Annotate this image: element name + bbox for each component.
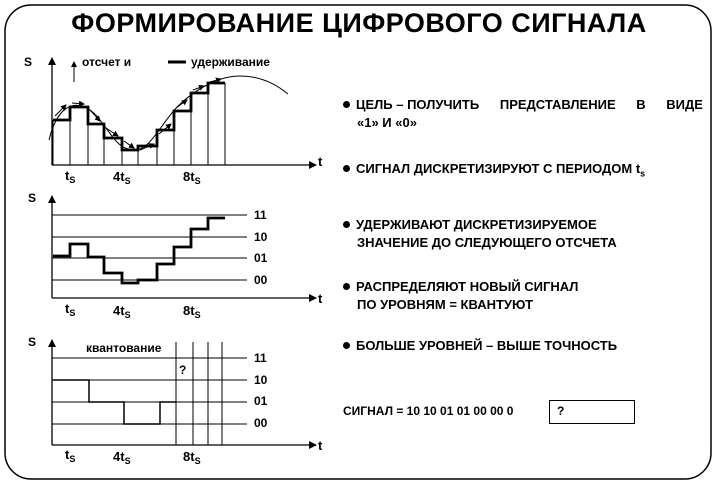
svg-text:01: 01 (254, 394, 268, 408)
g3-level-lines (52, 358, 247, 424)
bullet-sampling: СИГНАЛ ДИСКРЕТИЗИРУЮТ С ПЕРИОДОМ $t_s$ (343, 160, 645, 183)
svg-text:4tS: $4t_S$ (113, 169, 131, 186)
graph-quantization (28, 335, 323, 466)
graph-levels (28, 191, 323, 320)
g3-label: квантование (86, 341, 162, 355)
svg-text:11: 11 (254, 351, 267, 365)
g1-sample-lines (53, 83, 225, 165)
signal-label: СИГНАЛ = 10 10 01 01 00 00 0 (343, 404, 514, 418)
graph-sample-hold (24, 55, 323, 186)
svg-text:01: 01 (254, 251, 268, 265)
g2-ticks (65, 301, 201, 320)
svg-text:11: 11 (254, 208, 267, 222)
svg-text:8tS: $8t_S$ (183, 169, 201, 186)
g1-legend-sample: отсчет и (82, 55, 132, 69)
svg-text:8tS: $8t_S$ (183, 449, 201, 466)
bullet-quantize: РАСПРЕДЕЛЯЮТ НОВЫЙ СИГНАЛ ПО УРОВНЯМ = КВАНТУЮТ (343, 278, 578, 314)
svg-text:tS: $t_S$ (65, 447, 76, 464)
g2-level-labels (254, 208, 268, 287)
svg-text:tS: $t_S$ (65, 168, 76, 185)
bullet-hold: УДЕРЖИВАЮТ ДИСКРЕТИЗИРУЕМОЕ ЗНАЧЕНИЕ ДО СЛЕДУЮЩЕГО ОТСЧЕТА (343, 216, 617, 252)
g1-sample-arrows (55, 79, 221, 150)
svg-text:tS: $t_S$ (65, 301, 76, 318)
g2-level-lines (52, 215, 247, 280)
g2-y-axis-label: S (28, 191, 37, 205)
g3-ticks (65, 447, 201, 466)
g2-x-axis-label: t (318, 291, 323, 306)
g2-hold-steps (53, 218, 225, 283)
svg-text:4tS: $4t_S$ (113, 449, 131, 466)
g3-grid-verticals (176, 342, 222, 445)
svg-text:00: 00 (254, 273, 268, 287)
svg-text:10: 10 (254, 230, 268, 244)
bullet-dot-icon (343, 165, 350, 172)
g1-y-axis-label: S (24, 55, 33, 69)
svg-text:8tS: $8t_S$ (183, 303, 201, 320)
g1-hold-steps (53, 83, 225, 150)
svg-text:00: 00 (254, 416, 268, 430)
bullet-dot-icon (343, 283, 350, 290)
signal-box: ? (549, 400, 635, 424)
g1-ticks (65, 168, 201, 186)
slide-title: ФОРМИРОВАНИЕ ЦИФРОВОГО СИГНАЛА (71, 8, 647, 38)
svg-text:4tS: $4t_S$ (113, 303, 131, 320)
bullet-accuracy: БОЛЬШЕ УРОВНЕЙ – ВЫШЕ ТОЧНОСТЬ (343, 337, 617, 355)
g3-level-labels (254, 351, 268, 430)
bullet-dot-icon (343, 221, 350, 228)
g3-x-axis-label: t (318, 438, 323, 453)
bullet-dot-icon (343, 342, 350, 349)
bullet-goal: ЦЕЛЬ – ПОЛУЧИТЬ ПРЕДСТАВЛЕНИЕ В ВИДЕ «1» И «0» (343, 96, 703, 132)
g3-y-axis-label: S (28, 335, 37, 349)
g1-legend-hold: удерживание (191, 55, 270, 69)
bullet-dot-icon (343, 101, 350, 108)
g3-question: ? (179, 363, 187, 377)
g1-x-axis-label: t (318, 154, 323, 169)
g1-analog-curve (49, 76, 288, 150)
svg-text:10: 10 (254, 373, 268, 387)
